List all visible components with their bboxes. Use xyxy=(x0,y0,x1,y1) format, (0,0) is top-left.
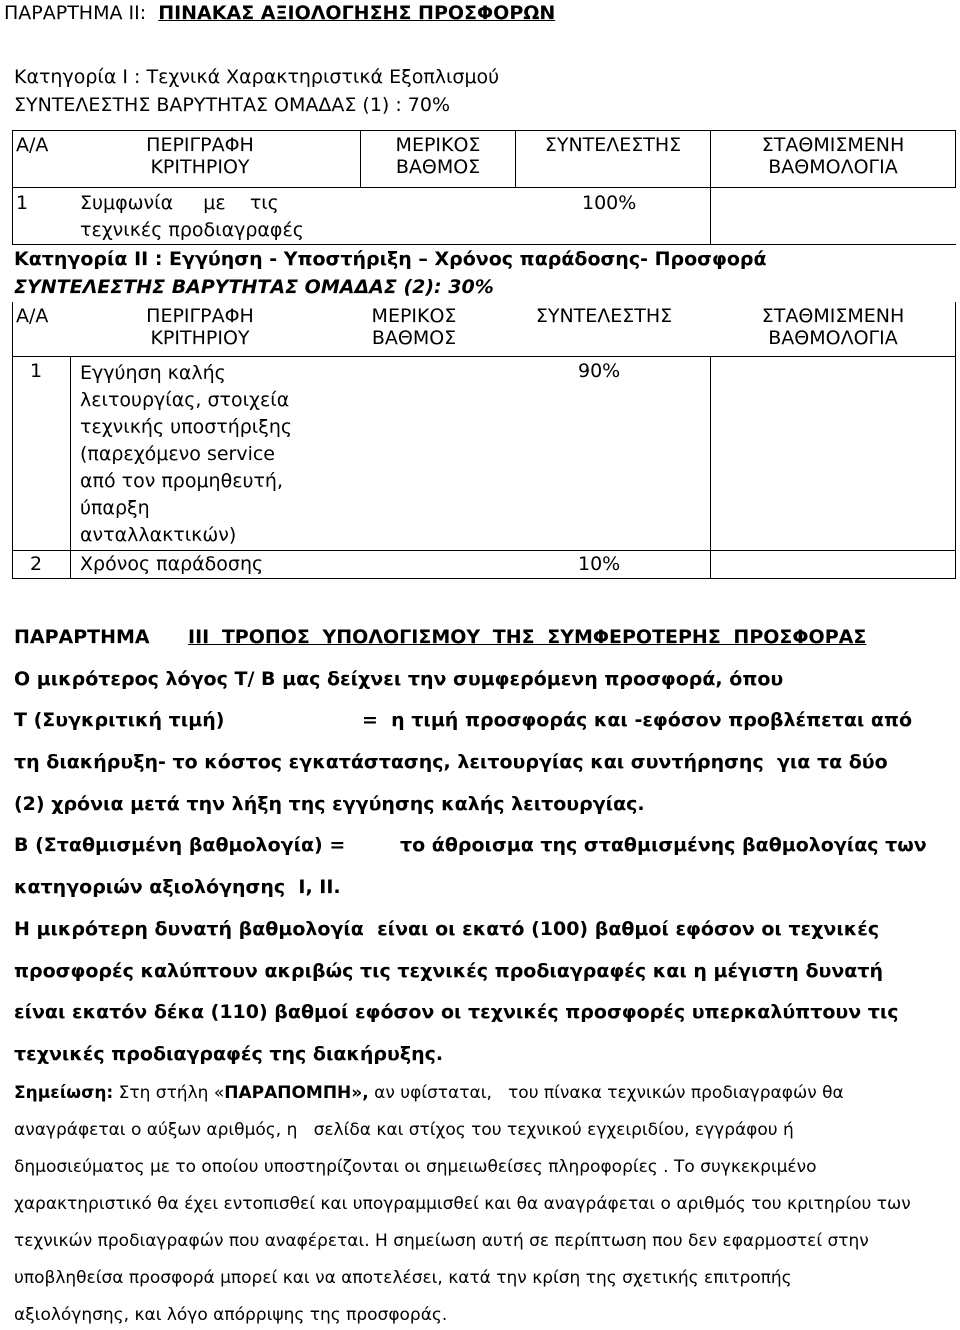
note-label: Σημείωση: xyxy=(14,1083,114,1103)
t2-row1-num: 1 xyxy=(30,360,43,382)
t2-row2-num: 2 xyxy=(30,553,43,575)
t2-head-partial: ΜΕΡΙΚΟΣ ΒΑΘΜΟΣ xyxy=(371,305,457,349)
t1-head-coef: ΣΥΝΤΕΛΕΣΤΗΣ xyxy=(544,134,682,156)
t1-row-desc-1: Συμφωνία με τις xyxy=(80,192,279,214)
t2-row2-coef: 10% xyxy=(578,553,621,575)
t2-row1-coef: 90% xyxy=(578,360,621,382)
b-line-2: κατηγοριών αξιολόγησης Ι, ΙΙ. xyxy=(14,876,341,898)
t-definition: = η τιμή προσφοράς και -εφόσον προβλέπεται από xyxy=(362,709,913,731)
annex-prefix: ΠΑΡΑΡΤΗΜΑ ΙΙ: xyxy=(4,2,147,24)
b-label: Β (Σταθμισμένη βαθμολογία) = xyxy=(14,834,346,856)
cat1-title: Κατηγορία Ι : Τεχνικά Χαρακτηριστικά Εξοπλισμού xyxy=(14,66,500,88)
t2-head-desc: ΠΕΡΙΓΡΑΦΗ ΚΡΙΤΗΡΙΟΥ xyxy=(146,305,254,349)
note-line-4: χαρακτηριστικό θα έχει εντοπισθεί και υπογραμμισθεί και θα αναγράφεται ο αριθμός του κριτηρίου των xyxy=(14,1194,911,1214)
annex3-title: ΙΙΙ ΤΡΟΠΟΣ ΥΠΟΛΟΓΙΣΜΟΥ ΤΗΣ ΣΥΜΦΕΡΟΤΕΡΗΣ ΠΡΟΣΦΟΡΑΣ xyxy=(188,626,867,648)
b-definition: το άθροισμα της σταθμισμένης βαθμολογίας των xyxy=(400,834,927,856)
t-label: Τ (Συγκριτική τιμή) xyxy=(14,709,225,731)
annex-title: ΠΙΝΑΚΑΣ ΑΞΙΟΛΟΓΗΣΗΣ ΠΡΟΣΦΟΡΩΝ xyxy=(158,2,556,24)
t2-head-aa: Α/Α xyxy=(16,305,49,327)
t1-row-num: 1 xyxy=(16,192,29,214)
t-line-2: τη διακήρυξη- το κόστος εγκατάστασης, λειτουργίας και συντήρησης για τα δύο xyxy=(14,751,888,773)
t2-head-coef: ΣΥΝΤΕΛΕΣΤΗΣ xyxy=(535,305,673,327)
h-line-3: είναι εκατόν δέκα (110) βαθμοί εφόσον οι τεχνικές προσφορές υπερκαλύπτουν τις xyxy=(14,1001,899,1023)
t1-row-desc-2: τεχνικές προδιαγραφές xyxy=(80,219,304,241)
h-line-1: Η μικρότερη δυνατή βαθμολογία είναι οι εκατό (100) βαθμοί εφόσον οι τεχνικές xyxy=(14,918,880,940)
t1-head-desc: ΠΕΡΙΓΡΑΦΗ ΚΡΙΤΗΡΙΟΥ xyxy=(146,134,254,178)
cat1-weight: ΣΥΝΤΕΛΕΣΤΗΣ ΒΑΡΥΤΗΤΑΣ ΟΜΑΔΑΣ (1) : 70% xyxy=(14,94,451,116)
t1-row-coef: 100% xyxy=(582,192,637,214)
t1-head-weighted: ΣΤΑΘΜΙΣΜΕΝΗ ΒΑΘΜΟΛΟΓΙΑ xyxy=(761,134,905,178)
note-line-6: υποβληθείσα προσφορά μπορεί και να αποτελέσει, κατά την κρίση της σχετικής επιτροπής xyxy=(14,1268,792,1288)
t2-row1-desc: Εγγύηση καλής λειτουργίας, στοιχεία τεχνικής υποστήριξης (παρεχόμενο service από τον προμηθευτή, ύπαρξη ανταλλακτικών) xyxy=(80,362,293,546)
note-line-2: αναγράφεται ο αύξων αριθμός, η σελίδα και στίχος του τεχνικού εγχειριδίου, εγγράφου ή xyxy=(14,1120,794,1140)
note-line-5: τεχνικών προδιαγραφών που αναφέρεται. Η σημείωση αυτή σε περίπτωση που δεν εφαρμοστεί στην xyxy=(14,1231,869,1251)
t1-head-partial: ΜΕΡΙΚΟΣ ΒΑΘΜΟΣ xyxy=(395,134,481,178)
cat2-weight: ΣΥΝΤΕΛΕΣΤΗΣ ΒΑΡΥΤΗΤΑΣ ΟΜΑΔΑΣ (2): 30% xyxy=(14,276,494,298)
h-line-4: τεχνικές προδιαγραφές της διακήρυξης. xyxy=(14,1043,444,1065)
t2-row2-desc: Χρόνος παράδοσης xyxy=(80,553,264,575)
note-line-7: αξιολόγησης, και λόγο απόρριψης της προσφοράς. xyxy=(14,1305,448,1325)
note-line-1: Σημείωση: Στη στήλη «ΠΑΡΑΠΟΜΠΗ», αν υφίσταται, του πίνακα τεχνικών προδιαγραφών θα xyxy=(14,1083,844,1103)
t2-head-weighted: ΣΤΑΘΜΙΣΜΕΝΗ ΒΑΘΜΟΛΟΓΙΑ xyxy=(761,305,905,349)
t1-head-aa: Α/Α xyxy=(16,134,49,156)
annex3-label: ΠΑΡΑΡΤΗΜΑ xyxy=(14,626,150,648)
para-ratio: Ο μικρότερος λόγος Τ/ Β μας δείχνει την συμφερόμενη προσφορά, όπου xyxy=(14,668,784,690)
annex-header xyxy=(4,2,555,24)
cat2-title: Κατηγορία ΙΙ : Εγγύηση - Υποστήριξη – Χρόνος παράδοσης- Προσφορά xyxy=(14,248,767,270)
h-line-2: προσφορές καλύπτουν ακριβώς τις τεχνικές προδιαγραφές και η μέγιστη δυνατή xyxy=(14,960,883,982)
t-line-3: (2) χρόνια μετά την λήξη της εγγύησης καλής λειτουργίας. xyxy=(14,793,645,815)
note-line-3: δημοσιεύματος με το οποίου υποστηρίζονται οι σημειωθείσες πληροφορίες . Το συγκεκριμένο xyxy=(14,1157,817,1177)
